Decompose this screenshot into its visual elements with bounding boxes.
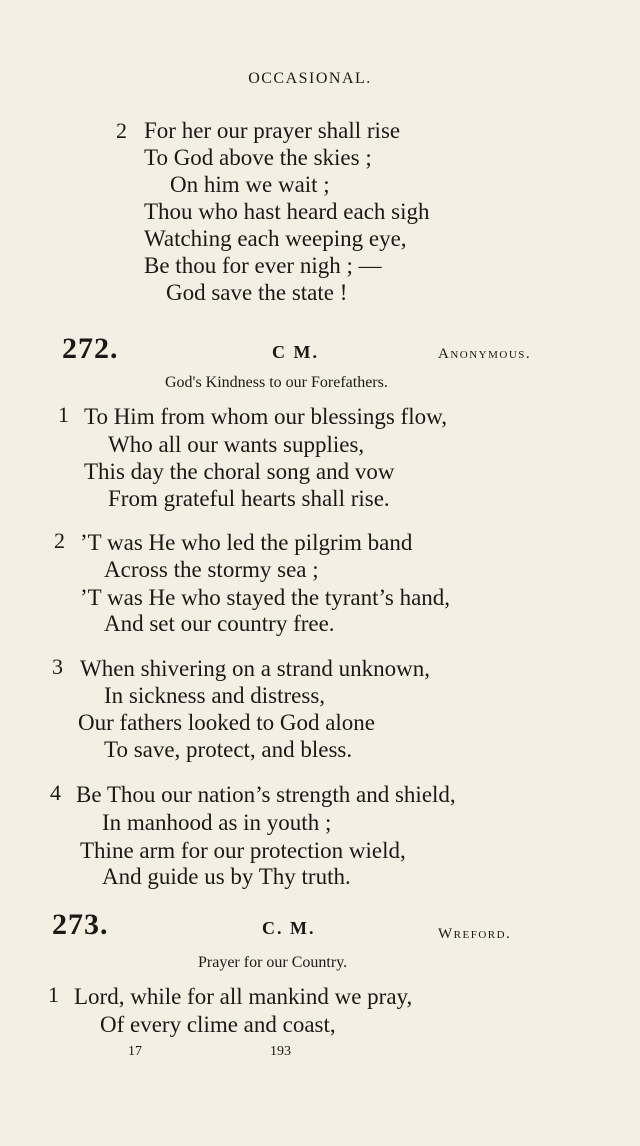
running-head: OCCASIONAL. [248,70,372,87]
verse-number: 4 [50,780,61,805]
hymn-tune: Wreford. [438,926,512,942]
verse-line: God save the state ! [166,280,348,305]
verse-line: This day the choral song and vow [84,459,395,484]
verse-line: When shivering on a strand unknown, [80,656,431,681]
verse-line: Be thou for ever nigh ; — [144,253,382,278]
verse-number: 1 [48,982,59,1007]
verse-line: Watching each weeping eye, [144,226,407,251]
verse-number: 2 [116,118,127,143]
verse-line: Of every clime and coast, [100,1012,336,1037]
verse-line: In sickness and distress, [104,683,326,708]
verse-line: To God above the skies ; [144,145,372,170]
verse-line: And guide us by Thy truth. [102,864,351,889]
verse-line: Across the stormy sea ; [104,557,319,582]
hymn-tune: Anonymous. [438,346,532,362]
hymn-title: God's Kindness to our Forefathers. [165,374,388,391]
verse-line: Thine arm for our protection wield, [80,838,406,863]
verse-number: 3 [52,654,63,679]
hymn-meter: C M. [272,342,319,362]
hymn-number: 273. [52,908,109,941]
verse-line: To Him from whom our blessings flow, [84,404,447,429]
verse-line: Thou who hast heard each sigh [144,199,430,224]
verse-line: On him we wait ; [170,172,330,197]
verse-line: And set our country free. [104,611,335,636]
verse-line: Be Thou our nation’s strength and shield, [76,782,456,807]
signature-mark: 17 [128,1044,142,1059]
hymn-number: 272. [62,332,119,365]
verse-number: 1 [58,402,69,427]
verse-line: To save, protect, and bless. [104,737,353,762]
hymn-meter: C. M. [262,918,316,938]
verse-line: Our fathers looked to God alone [78,710,376,735]
verse-line: ’T was He who led the pilgrim band [80,530,413,555]
verse-line: Who all our wants supplies, [108,432,365,457]
verse-number: 2 [54,528,65,553]
verse-line: In manhood as in youth ; [102,810,332,835]
verse-line: Lord, while for all mankind we pray, [74,984,413,1009]
verse-line: ’T was He who stayed the tyrant’s hand, [80,585,451,610]
verse-line: From grateful hearts shall rise. [108,486,390,511]
page-number: 193 [270,1044,291,1059]
hymn-title: Prayer for our Country. [198,954,348,971]
verse-line: For her our prayer shall rise [144,118,401,143]
